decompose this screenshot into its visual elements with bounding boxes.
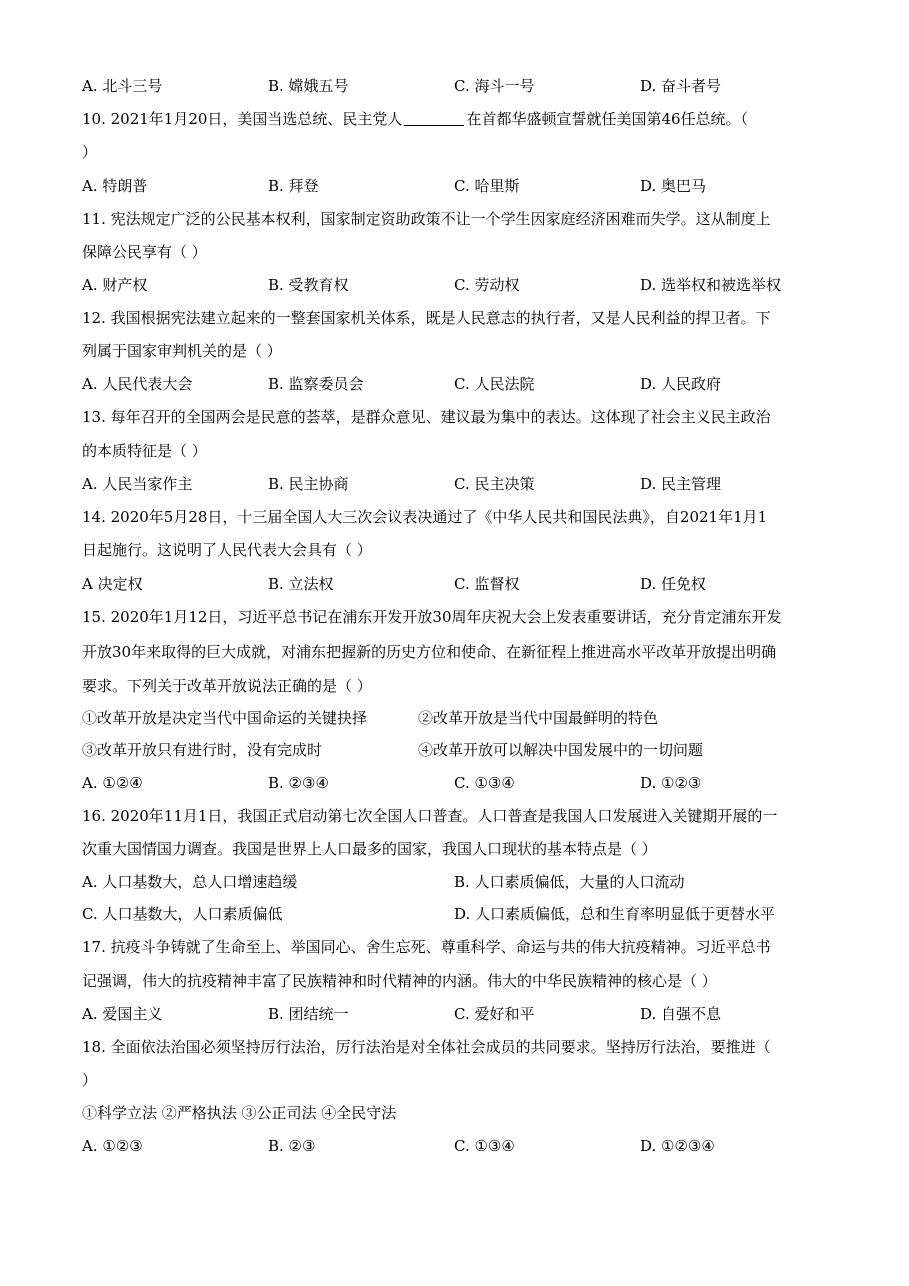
option-b: B. 立法权 (268, 575, 334, 593)
option-c: C. 民主决策 (454, 475, 535, 493)
statements-row (0, 738, 909, 762)
option-a: A. 人民当家作主 (82, 475, 193, 493)
option-b: B. ②③④ (268, 774, 329, 792)
option-c: C. 监督权 (454, 575, 520, 593)
option-b: B. 受教育权 (268, 276, 349, 294)
question-line: 13. 每年召开的全国两会是民意的荟萃，是群众意见、建议最为集中的表达。这体现了社会主义民主政治 (82, 408, 771, 426)
question-text: 10. 2021年1月20日，美国当选总统、民主党人 (82, 110, 403, 128)
question-line: 记强调，伟大的抗疫精神丰富了民族精神和时代精神的内涵。伟大的中华民族精神的核心是（ ） (82, 972, 717, 990)
option-a: A. ①②④ (82, 774, 143, 792)
question-line: ） (82, 1071, 98, 1089)
option-a: A. 特朗普 (82, 177, 148, 195)
option-c: C. 哈里斯 (454, 177, 520, 195)
answer-blank (404, 109, 464, 126)
option-c: C. 劳动权 (454, 276, 520, 294)
question-line: 开放30年来取得的巨大成就，对浦东把握新的历史方位和使命、在新征程上推进高水平改革开放提出明确 (82, 643, 777, 661)
question-line: 保障公民享有（ ） (82, 243, 207, 261)
option-c: C. 爱好和平 (454, 1005, 535, 1023)
options-row (0, 273, 909, 297)
options-row (0, 74, 909, 98)
option-d: D. 人民政府 (640, 375, 722, 393)
question-line: 12. 我国根据宪法建立起来的一整套国家机关体系，既是人民意志的执行者，又是人民利益的捍卫者。下 (82, 309, 771, 327)
question-line: 日起施行。这说明了人民代表大会具有（ ） (82, 541, 372, 559)
options-row (0, 771, 909, 795)
option-a: A. 人民代表大会 (82, 375, 193, 393)
option-c: C. 人民法院 (454, 375, 535, 393)
question-line: 15. 2020年1月12日，习近平总书记在浦东开发开放30周年庆祝大会上发表重要讲话，充分肯定浦东开发 (82, 608, 782, 626)
question-line: 16. 2020年11月1日，我国正式启动第七次全国人口普查。人口普查是我国人口发展进入关键期开展的一 (82, 807, 778, 825)
options-row (0, 472, 909, 496)
options-row (0, 870, 909, 894)
option-c: C. 人口基数大，人口素质偏低 (82, 905, 283, 923)
option-d: D. 民主管理 (640, 475, 722, 493)
question-line: 次重大国情国力调查。我国是世界上人口最多的国家，我国人口现状的基本特点是（ ） (82, 840, 657, 858)
option-b: B. 拜登 (268, 177, 319, 195)
option-d: D. 人口素质偏低，总和生育率明显低于更替水平 (454, 905, 776, 923)
question-line: 18. 全面依法治国必须坚持厉行法治，厉行法治是对全体社会成员的共同要求。坚持厉行法治，要推进（ (82, 1038, 771, 1056)
question-line: 列属于国家审判机关的是（ ） (82, 342, 282, 360)
option-a: A. 爱国主义 (82, 1005, 163, 1023)
question-text-end: 在首都华盛顿宣誓就任美国第46任总统。（ (466, 110, 749, 128)
option-d: D. 奋斗者号 (640, 77, 722, 95)
statement-2: ②改革开放是当代中国最鲜明的特色 (418, 709, 659, 727)
question-line: 要求。下列关于改革开放说法正确的是（ ） (82, 677, 372, 695)
question-line: 17. 抗疫斗争铸就了生命至上、举国同心、舍生忘死、尊重科学、命运与共的伟大抗疫精神。习近平总书 (82, 938, 771, 956)
option-d: D. 选举权和被选举权 (640, 276, 782, 294)
question-line: ①科学立法 ②严格执法 ③公正司法 ④全民守法 (82, 1104, 397, 1122)
option-a: A. 财产权 (82, 276, 148, 294)
option-c: C. ①③④ (454, 1137, 515, 1155)
question-line: 14. 2020年5月28日，十三届全国人大三次会议表决通过了《中华人民共和国民法典》，自2021年1月1 (82, 508, 768, 526)
option-d: D. 任免权 (640, 575, 707, 593)
question-line: 11. 宪法规定广泛的公民基本权利，国家制定资助政策不让一个学生因家庭经济困难而失学。这从制度上 (82, 210, 771, 228)
option-c: C. ①③④ (454, 774, 515, 792)
option-d: D. 奥巴马 (640, 177, 707, 195)
option-b: B. 人口素质偏低，大量的人口流动 (454, 873, 685, 891)
option-b: B. 嫦娥五号 (268, 77, 349, 95)
options-row (0, 1134, 909, 1158)
question-line: 的本质特征是（ ） (82, 442, 207, 460)
option-a: A. 人口基数大，总人口增速趋缓 (82, 873, 298, 891)
option-b: B. 民主协商 (268, 475, 349, 493)
option-c: C. 海斗一号 (454, 77, 535, 95)
options-row (0, 1002, 909, 1026)
option-d: D. ①②③④ (640, 1137, 715, 1155)
option-d: D. ①②③ (640, 774, 702, 792)
option-d: D. 自强不息 (640, 1005, 722, 1023)
option-b: B. ②③ (268, 1137, 316, 1155)
option-a: A. ①②③ (82, 1137, 143, 1155)
question-line: ） (82, 143, 98, 161)
options-row (0, 372, 909, 396)
option-a: A 决定权 (82, 575, 143, 593)
statement-3: ③改革开放只有进行时，没有完成时 (82, 741, 323, 759)
statements-row (0, 706, 909, 730)
question-10 (0, 107, 909, 131)
options-row (0, 902, 909, 926)
option-b: B. 团结统一 (268, 1005, 349, 1023)
option-a: A. 北斗三号 (82, 77, 163, 95)
option-b: B. 监察委员会 (268, 375, 364, 393)
options-row (0, 174, 909, 198)
statement-4: ④改革开放可以解决中国发展中的一切问题 (418, 741, 704, 759)
statement-1: ①改革开放是决定当代中国命运的关键抉择 (82, 709, 368, 727)
options-row (0, 572, 909, 596)
